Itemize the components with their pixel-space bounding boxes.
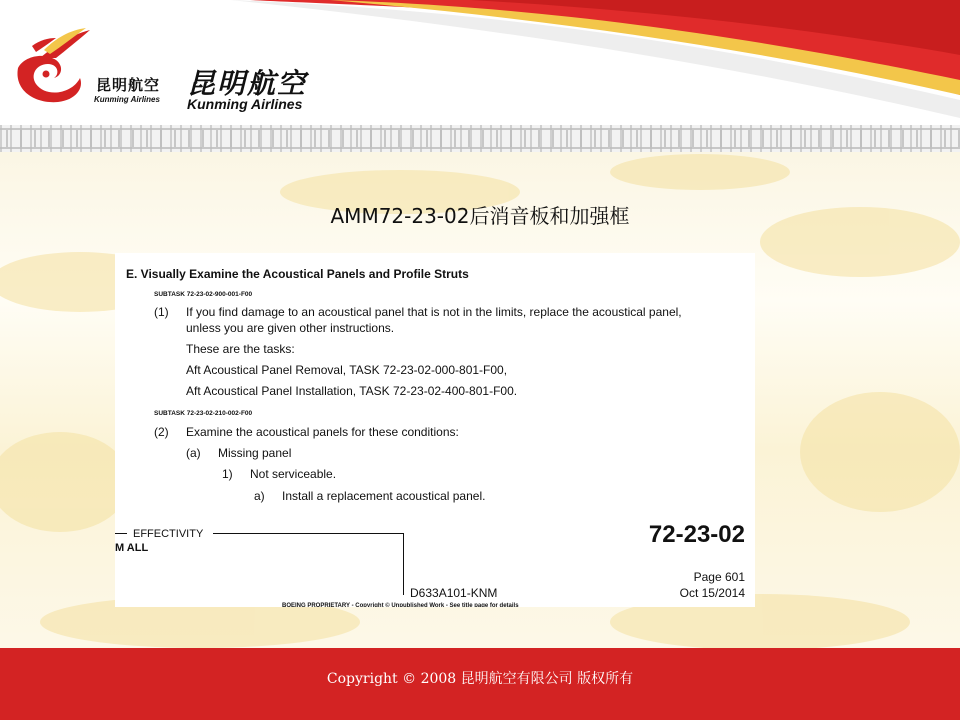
effectivity-rule-left: [115, 533, 127, 534]
amm-document-excerpt: [115, 253, 755, 607]
condition-a2-text: Install a replacement acoustical panel.: [282, 489, 486, 503]
condition-1-number: 1): [222, 467, 233, 481]
tasks-intro: These are the tasks:: [186, 342, 295, 356]
chapter-number: 72-23-02: [648, 521, 745, 548]
step1-line1: If you find damage to an acoustical panel that is not in the limits, replace the acoustical panel,: [186, 305, 682, 319]
effectivity-value: M ALL: [115, 542, 149, 554]
task-removal: Aft Acoustical Panel Removal, TASK 72-23-02-000-801-F00,: [186, 363, 508, 377]
effectivity-label: EFFECTIVITY: [133, 528, 204, 540]
logo-cn-small: 昆明航空: [96, 76, 161, 94]
footer-copyright: Copyright © 2008 昆明航空有限公司 版权所有: [326, 671, 634, 687]
step2-text: Examine the acoustical panels for these conditions:: [186, 425, 459, 439]
condition-a-text: Missing panel: [218, 446, 292, 460]
decorative-band: [0, 125, 960, 152]
step2-number: (2): [154, 425, 169, 439]
header-swoosh: [0, 0, 960, 125]
footer: [0, 648, 960, 720]
task-installation: Aft Acoustical Panel Installation, TASK 72-23-02-400-801-F00.: [186, 384, 518, 398]
logo-en-small: Kunming Airlines: [94, 95, 160, 104]
section-e-heading: E. Visually Examine the Acoustical Panels and Profile Struts: [126, 267, 469, 281]
effectivity-rule-right: [213, 533, 403, 534]
condition-a2-number: a): [254, 489, 265, 503]
subtask-label-2: SUBTASK 72-23-02-210-002-F00: [154, 410, 253, 417]
step1-number: (1): [154, 305, 169, 319]
effectivity-rule-vertical: [403, 533, 404, 595]
revision-date: Oct 15/2014: [679, 586, 745, 600]
slide-title: AMM72-23-02后消音板和加强框: [330, 204, 630, 228]
page-number: Page 601: [693, 570, 745, 584]
document-number: D633A101-KNM: [410, 586, 498, 600]
condition-1-text: Not serviceable.: [250, 467, 337, 481]
subtask-label-1: SUBTASK 72-23-02-900-001-F00: [154, 291, 253, 298]
step1-line2: unless you are given other instructions.: [186, 321, 395, 335]
logo-en-big: Kunming Airlines: [187, 96, 303, 112]
slide-body: [0, 152, 960, 648]
condition-a-number: (a): [186, 446, 201, 460]
logo-cn-big: 昆明航空: [187, 67, 308, 100]
header: [0, 0, 960, 125]
phoenix-logo-icon: [10, 28, 94, 108]
proprietary-notice: BOEING PROPRIETARY - Copyright © Unpublished Work - See title page for details: [282, 603, 519, 607]
